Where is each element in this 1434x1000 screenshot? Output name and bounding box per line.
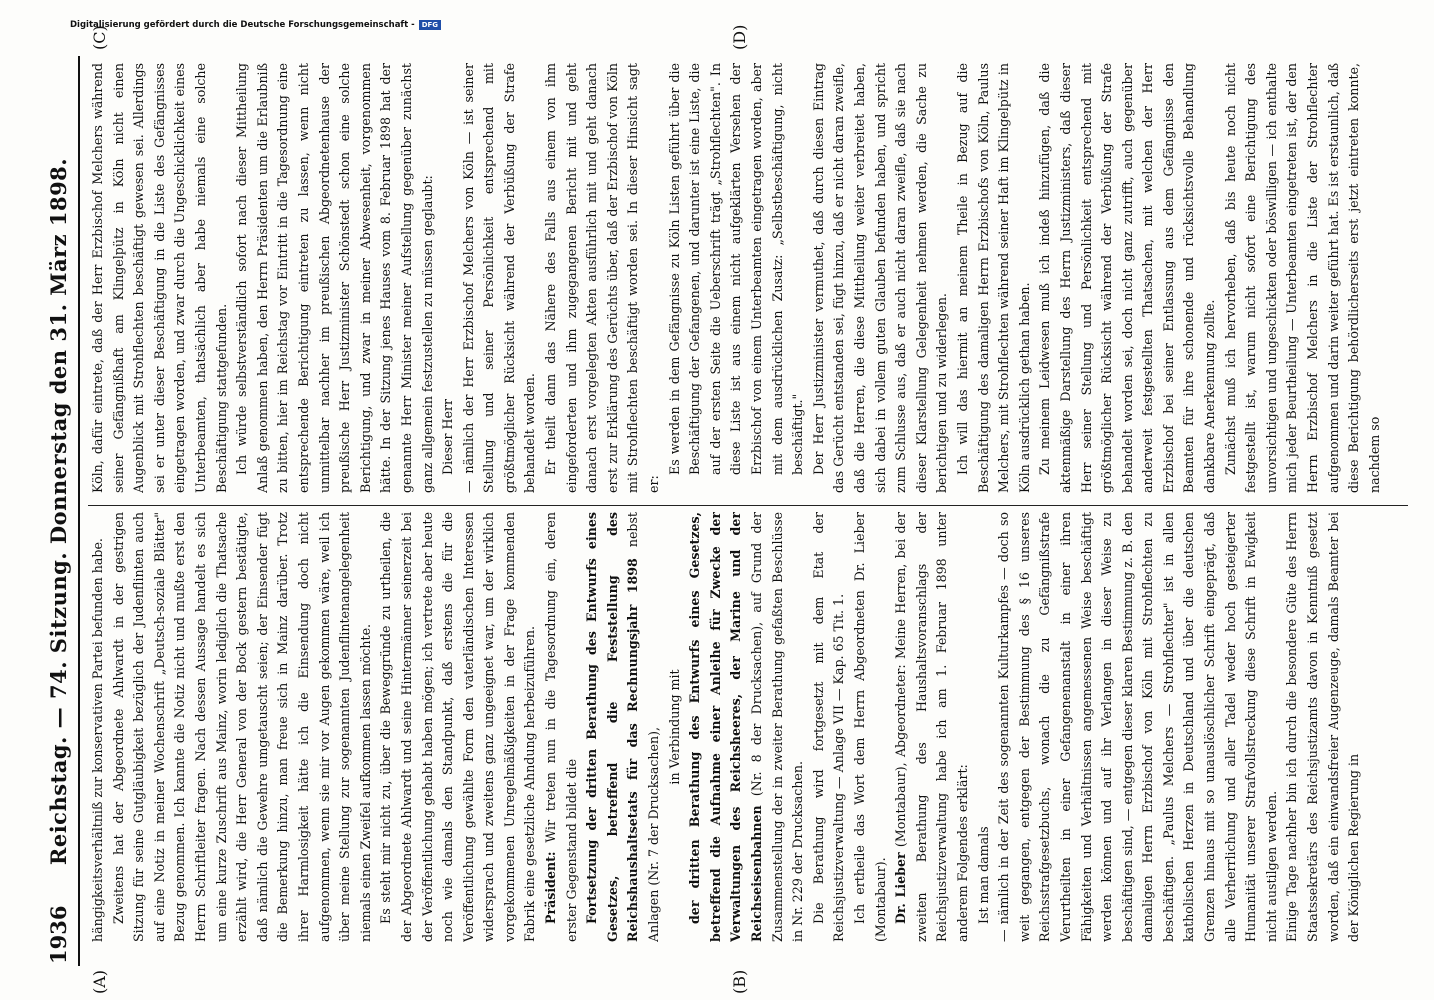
paragraph — [685, 512, 809, 942]
paragraph: Ist man damals — [975, 826, 991, 924]
paragraph: Der Herr Justizminister vermuthet, daß durch diesen Eintrag das Gerücht entstanden sei, fügt hinzu, daß er nicht daran zweifle, daß die Herren, die diese Mittheilung weiter verbreitet haben, sich dabei in vollem guten Glauben befunden haben, und spricht zum Schlusse aus, daß er auch nicht daran zweifle, daß sie nach dieser Klarstellung Gelegenheit nehmen werden, die Sache zu berichtigen und zu widerlegen. — [810, 63, 950, 493]
paragraph-text: Wir treten nun in die Tagesordnung ein, deren erster Gegenstand bildet die — [543, 512, 579, 942]
paragraph: Es werden in dem Gefängnisse zu Köln Listen geführt über die Beschäftigung der Gefangenen, und darunter ist eine Liste, die auf der ersten Seite die Ueberschrift trägt „Strohflechten". In diese Liste ist aus einem nicht aufgeklärten Versehen der Erzbischof von einem Unterbeamten eingetragen worden, aber mit dem ausdrücklichen Zusatz: „Selbstbeschäftigung, nicht beschäftigt." — [666, 63, 806, 475]
column-divider — [88, 505, 1408, 506]
page-title: Reichstag. — 74. Sitzung. Donnerstag den 31. März 1898. — [45, 157, 71, 866]
paragraph: Es steht mir nicht zu, über die Beweggründe zu urtheilen, die der Abgeordnete Ahlwardt und seine Hintermänner seinerzeit bei der Veröffentlichung gehabt haben mögen; ich vertrete aber heute noch wie damals den Standpunkt, daß erstens die für die Veröffentlichung gewählte Form den vaterländischen Interessen widersprach und zweitens ganz ungeeignet war, um der wirklich vorgekommenen Unregelmäßigkeiten in der Frage kommenden Fabrik eine gesetzliche Ahndung herbeizuführen. — [378, 512, 538, 942]
speaker-label: Präsident: — [543, 851, 559, 924]
paragraph — [582, 512, 664, 942]
digitization-note — [70, 20, 1270, 30]
paragraph — [541, 512, 582, 942]
paragraph: — nämlich in der Zeit des sogenannten Kulturkampfes — doch so weit gegangen, entgegen der Bestimmung des § 16 unseres Reichsstrafgesetzbuchs, wonach die zu Gefängnißstrafe Verurtheilten in einer Gefangenenanstalt in einer ihren Fähigkeiten und Verhältnissen angemessenen Weise beschäftigt werden können und auf ihr Verlangen in dieser Weise zu beschäftigen sind, — entgegen dieser klaren Bestimmung z. B. den damaligen Herrn Erzbischof von Köln mit Strohflechten zu beschäftigen. „Paulus Melchers — Strohflechter" ist in allen katholischen Herzen in Deutschland und über die deutschen Grenzen hinaus mit so unauslöschlicher Schrift eingeprägt, daß alle Verherrlichung und aller Tadel weder hoch gesteigerter Humanität unserer Strafvollstreckung diese Schrift in Ewigkeit nicht austilgen werden. — [996, 512, 1279, 942]
paragraph: Zunächst muß ich hervorheben, daß bis heute noch nicht festgestellt ist, warum nicht sofort eine Berichtigung des unvorsichtigen und ungeschickten oder böswilligen — ich enthalte mich jeder Beurtheilung — Unterbeamten eingetreten ist, der den Herrn Erzbischof Melchers in die Liste der Strohflechter aufgenommen und darin weiter geführt hat. Es ist erstaunlich, daß diese Berichtigung behördlicherseits erst jetzt eintreten konnte, nachdem so — [1222, 63, 1382, 493]
paragraph: Die Berathung wird fortgesetzt mit dem Etat der Reichsjustizverwaltung — Anlage VII — Kap. 65 Tit. 1. — [810, 512, 847, 942]
paragraph: Zu meinem Leidwesen muß ich indeß hinzufügen, daß die aktenmäßige Darstellung des Herrn Justizministers, daß dieser Herr seiner Stellung und Persönlichkeit entsprechend mit größtmöglicher Rücksicht während der Verbüßung der Strafe behandelt worden sei, doch nicht ganz zutrifft, auch gegenüber anderweit festgestellten Thatsachen, mit welchen der Herr Erzbischof bei seiner Entlassung aus dem Gefängnisse den Beamten für ihre schonende und rücksichtsvolle Behandlung dankbare Anerkennung zollte. — [1037, 63, 1218, 493]
paragraph: hängigkeitsverhältniß zur konservativen Partei befunden habe. — [90, 538, 105, 942]
margin-marker-a: (A) — [90, 969, 109, 994]
paragraph-text: nebst Anlagen (Nr. 7 der Drucksachen), — [625, 512, 662, 942]
margin-marker-b: (B) — [730, 969, 749, 994]
paragraph: in Verbindung mit — [666, 669, 682, 785]
agenda-title: Fortsetzung der dritten Berathung des Entwurfs eines Gesetzes, betreffend die Feststellung des Reichshaushaltsetats für das Rechnungsjahr 1898 — [584, 512, 641, 942]
paragraph: Köln, dafür eintrete, daß der Herr Erzbischof Melchers während seiner Gefängnißhaft am Klingelpütz in Köln nicht einen Augenblick mit Strohflechten beschäftigt gewesen sei. Allerdings sei er unter dieser Beschäftigung in die Liste des Gefängnisses eingetragen worden, und zwar durch die Ungeschicklichkeit eines Unterbeamten, thatsächlich aber habe niemals eine solche Beschäftigung stattgefunden. — [90, 63, 229, 493]
header-rule — [78, 56, 80, 966]
paragraph: Ich würde selbstverständlich sofort nach dieser Mittheilung Anlaß genommen haben, den Herrn Präsidenten um die Erlaubniß zu bitten, hier im Reichstag vor Eintritt in die Tagesordnung eine entsprechende Berichtigung eintreten zu lassen, wenn nicht unmittelbar nachher im preußischen Abgeordnetenhause der preußische Herr Justizminister Schönstedt schon eine solche Berichtigung, und zwar in meiner Abwesenheit, vorgenommen hätte. In der Sitzung jenes Hauses vom 8. Februar 1898 hat der genannte Herr Minister meiner Aufstellung gegenüber zunächst ganz allgemein festzustellen zu müssen geglaubt: — [234, 63, 435, 493]
paragraph-text: (Montabaur), Abgeordneter: Meine Herren, bei der zweiten Berathung des Haushaltsvoranschlags der Reichsjustizverwaltung habe ich am 1. Februar 1898 unter anderem Folgendes erklärt: — [893, 512, 970, 942]
right-column — [88, 63, 1418, 493]
paragraph: Ich will das hiermit an meinem Theile in Bezug auf die Beschäftigung des damaligen Herrn Erzbischofs von Köln, Paulus Melchers, mit Strohflechten während seiner Haft im Klingelpütz in Köln ausdrücklich gethan haben. — [954, 63, 1032, 493]
speaker-label: Dr. Lieber — [893, 852, 909, 924]
paragraph: — nämlich der Herr Erzbischof Melchers von Köln — ist seiner Stellung und seiner Persönlichkeit entsprechend mit größtmöglicher Rücksicht während der Verbüßung der Strafe behandelt worden. — [460, 63, 538, 493]
paragraph: Einige Tage nachher bin ich durch die besondere Güte des Herrn Staatssekretärs des Reichsjustizamts davon in Kenntniß gesetzt worden, daß ein einwandsfreier Augenzeuge, damals Beamter bei der Königlichen Regierung in — [1284, 512, 1362, 942]
paragraph: Er theilt dann das Nähere des Falls aus einem von ihm eingeforderten und ihm zugegangenen Bericht mit und geht danach erst vorgelegten Akten ausführlich mit und geht danach erst zur Erklärung des Gerüchts über, daß der Erzbischof von Köln mit Strohflechten beschäftigt worden sei. In dieser Hinsicht sagt er: — [543, 63, 662, 493]
paragraph-text: (Nr. 8 der Drucksachen), auf Grund der Zusammenstellung der in zweiter Berathung gefaßten Beschlüsse in Nr. 229 der Drucksachen. — [749, 512, 806, 942]
page-number: 1936 — [45, 905, 71, 964]
dfg-logo: DFG — [419, 20, 441, 30]
left-column — [88, 512, 1418, 942]
paragraph — [891, 512, 973, 942]
paragraph: Zweitens hat der Abgeordnete Ahlwardt in der gestrigen Sitzung für seine Gutgläubigkeit bezüglich der Judenflinten auch auf eine Notiz in meiner Wochenschrift „Deutsch-soziale Blätter" Bezug genommen. Ich kannte die Notiz nicht und mußte erst den Herrn Schriftleiter fragen. Nach dessen Aussage handelt es sich um eine kurze Zuschrift aus Mainz, worin lediglich die Thatsache erzählt wird, die Herr General von der Bock gestern bestätigte, daß nämlich die Gewehre umgetauscht seien; der Einsender fügt die Bemerkung hinzu, man freue sich in Mainz darüber. Trotz ihrer Harmlosigkeit hätte ich die Einsendung doch nicht aufgenommen, wenn sie mir vor Augen gekommen wäre, weil ich über meine Stellung zur sogenannten Judenflintenangelegenheit niemals einen Zweifel aufkommen lassen möchte. — [110, 512, 373, 942]
page-header — [42, 59, 74, 964]
paragraph: Dieser Herr — [440, 399, 456, 475]
paragraph: Ich ertheile das Wort dem Herrn Abgeordneten Dr. Lieber (Montabaur). — [851, 512, 888, 942]
margin-marker-d: (D) — [730, 24, 749, 50]
agenda-title: der dritten Berathung des Entwurfs eines Gesetzes, betreffend die Aufnahme einer Anleihe für Zwecke der Verwaltungen des Reichsheeres, der Marine und der Reichseisenbahnen — [687, 512, 764, 942]
digitization-text: Digitalisierung gefördert durch die Deutsche Forschungsgemeinschaft - — [70, 20, 415, 30]
margin-marker-c: (C) — [90, 25, 109, 50]
